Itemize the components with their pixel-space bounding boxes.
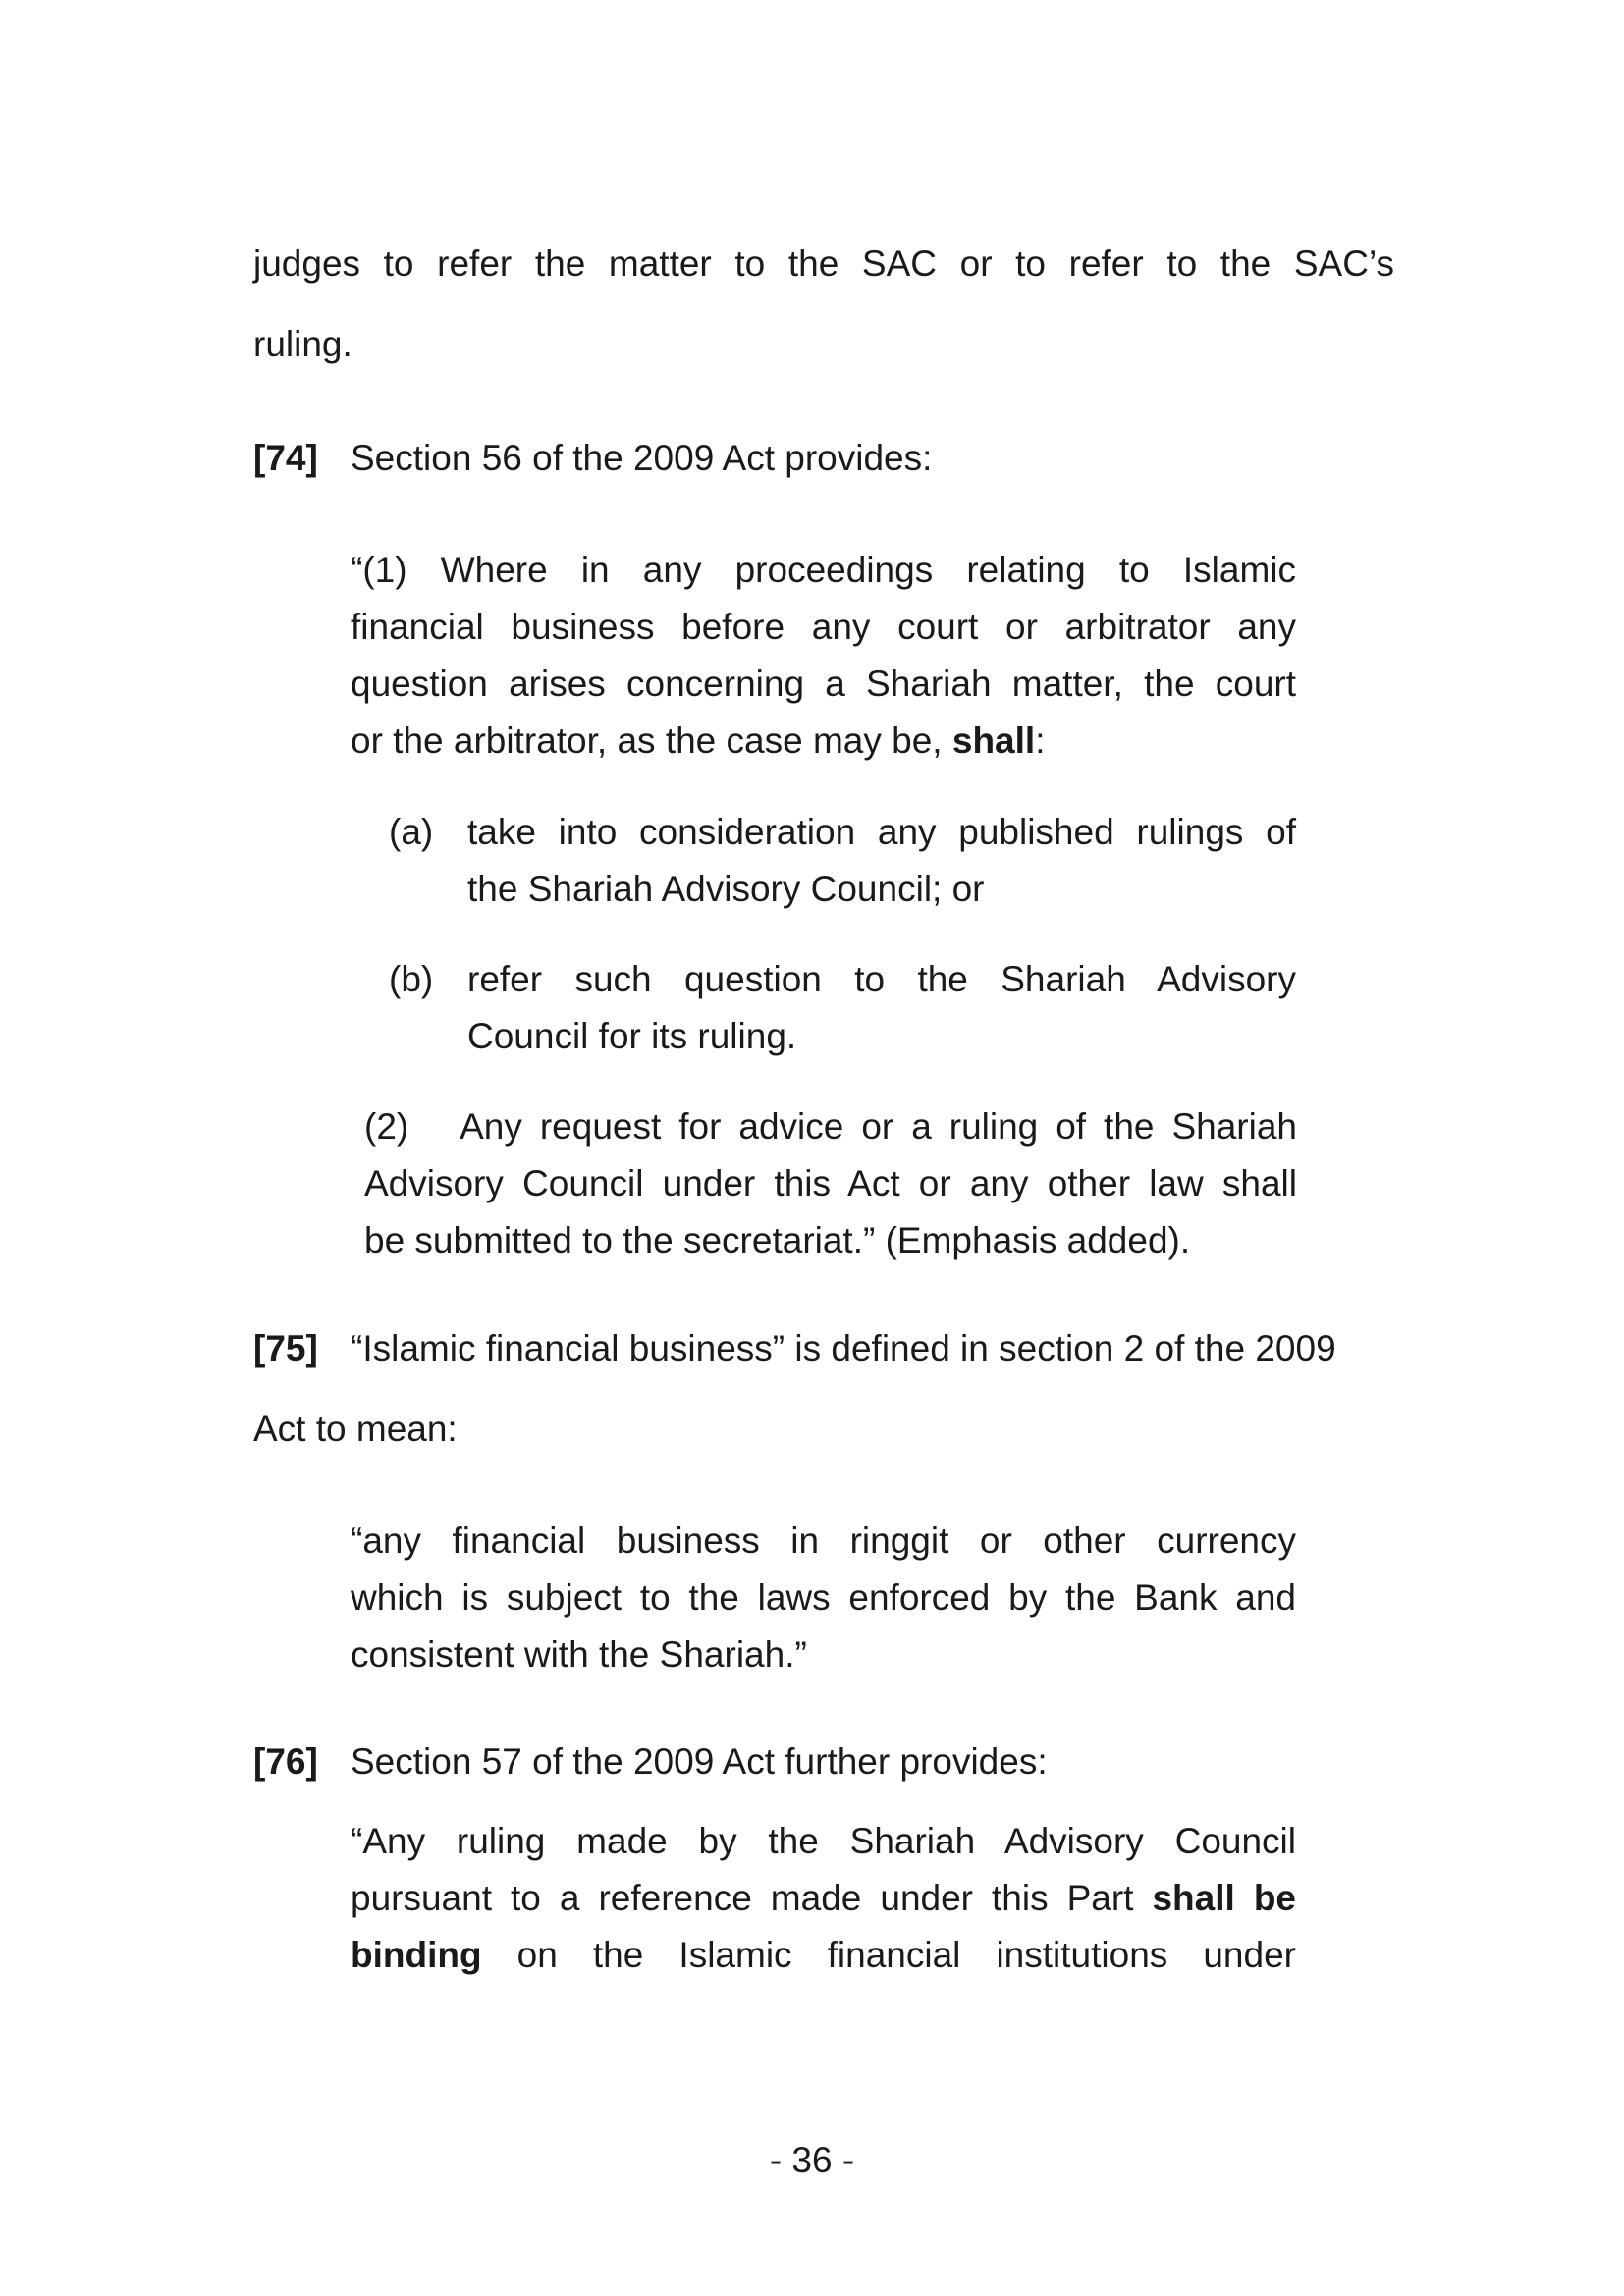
paragraph-number: [75] (253, 1328, 318, 1368)
body-line: “Islamic financial business” is defined in section 2 of the 2009 (351, 1328, 1336, 1368)
quote-line (351, 722, 1045, 759)
quote-line: be submitted to the secretariat.” (Emphasis added). (364, 1220, 1191, 1260)
quote-line: take into consideration any published rulings of (467, 812, 1296, 852)
quote-line: “Any ruling made by the Shariah Advisory Council (351, 1821, 1296, 1861)
paragraph-number: [76] (253, 1741, 318, 1782)
list-label: (a) (389, 812, 434, 852)
list-label: (b) (389, 959, 434, 999)
emphasis-text: binding (351, 1935, 482, 1975)
emphasis-text: shall (951, 721, 1036, 761)
quote-line: “(1) Where in any proceedings relating to Islamic (351, 550, 1296, 590)
body-line: Section 57 of the 2009 Act further provides: (351, 1741, 1048, 1782)
body-line: ruling. (253, 324, 352, 364)
quote-line (351, 1880, 1296, 1916)
paragraph-number: [74] (253, 438, 318, 478)
quote-line: (2) Any request for advice or a ruling of the Shariah (364, 1106, 1297, 1147)
quote-line: “any financial business in ringgit or other currency (351, 1521, 1296, 1561)
body-line: Section 56 of the 2009 Act provides: (351, 438, 933, 478)
quote-line: financial business before any court or arbitrator any (351, 607, 1296, 647)
body-line: Act to mean: (253, 1409, 458, 1449)
emphasis-text: shall be (1152, 1878, 1296, 1918)
quote-line: question arises concerning a Shariah matter, the court (351, 664, 1296, 704)
quote-text: pursuant to a reference made under this Part (351, 1878, 1153, 1918)
quote-line: the Shariah Advisory Council; or (467, 869, 985, 909)
quote-text: or the arbitrator, as the case may be, (351, 721, 952, 761)
quote-line: which is subject to the laws enforced by the Bank and (351, 1577, 1296, 1618)
body-line: judges to refer the matter to the SAC or to refer to the SAC’s (253, 243, 1394, 284)
quote-line (351, 1937, 1296, 1973)
quote-text: on the Islamic financial institutions under (481, 1935, 1296, 1975)
page-number: - 36 - (769, 2140, 855, 2180)
quote-text: : (1035, 721, 1046, 761)
quote-line: Council for its ruling. (467, 1016, 797, 1056)
quote-line: Advisory Council under this Act or any other law shall (364, 1163, 1297, 1203)
quote-line: consistent with the Shariah.” (351, 1634, 807, 1675)
quote-line: refer such question to the Shariah Advisory (467, 959, 1296, 999)
